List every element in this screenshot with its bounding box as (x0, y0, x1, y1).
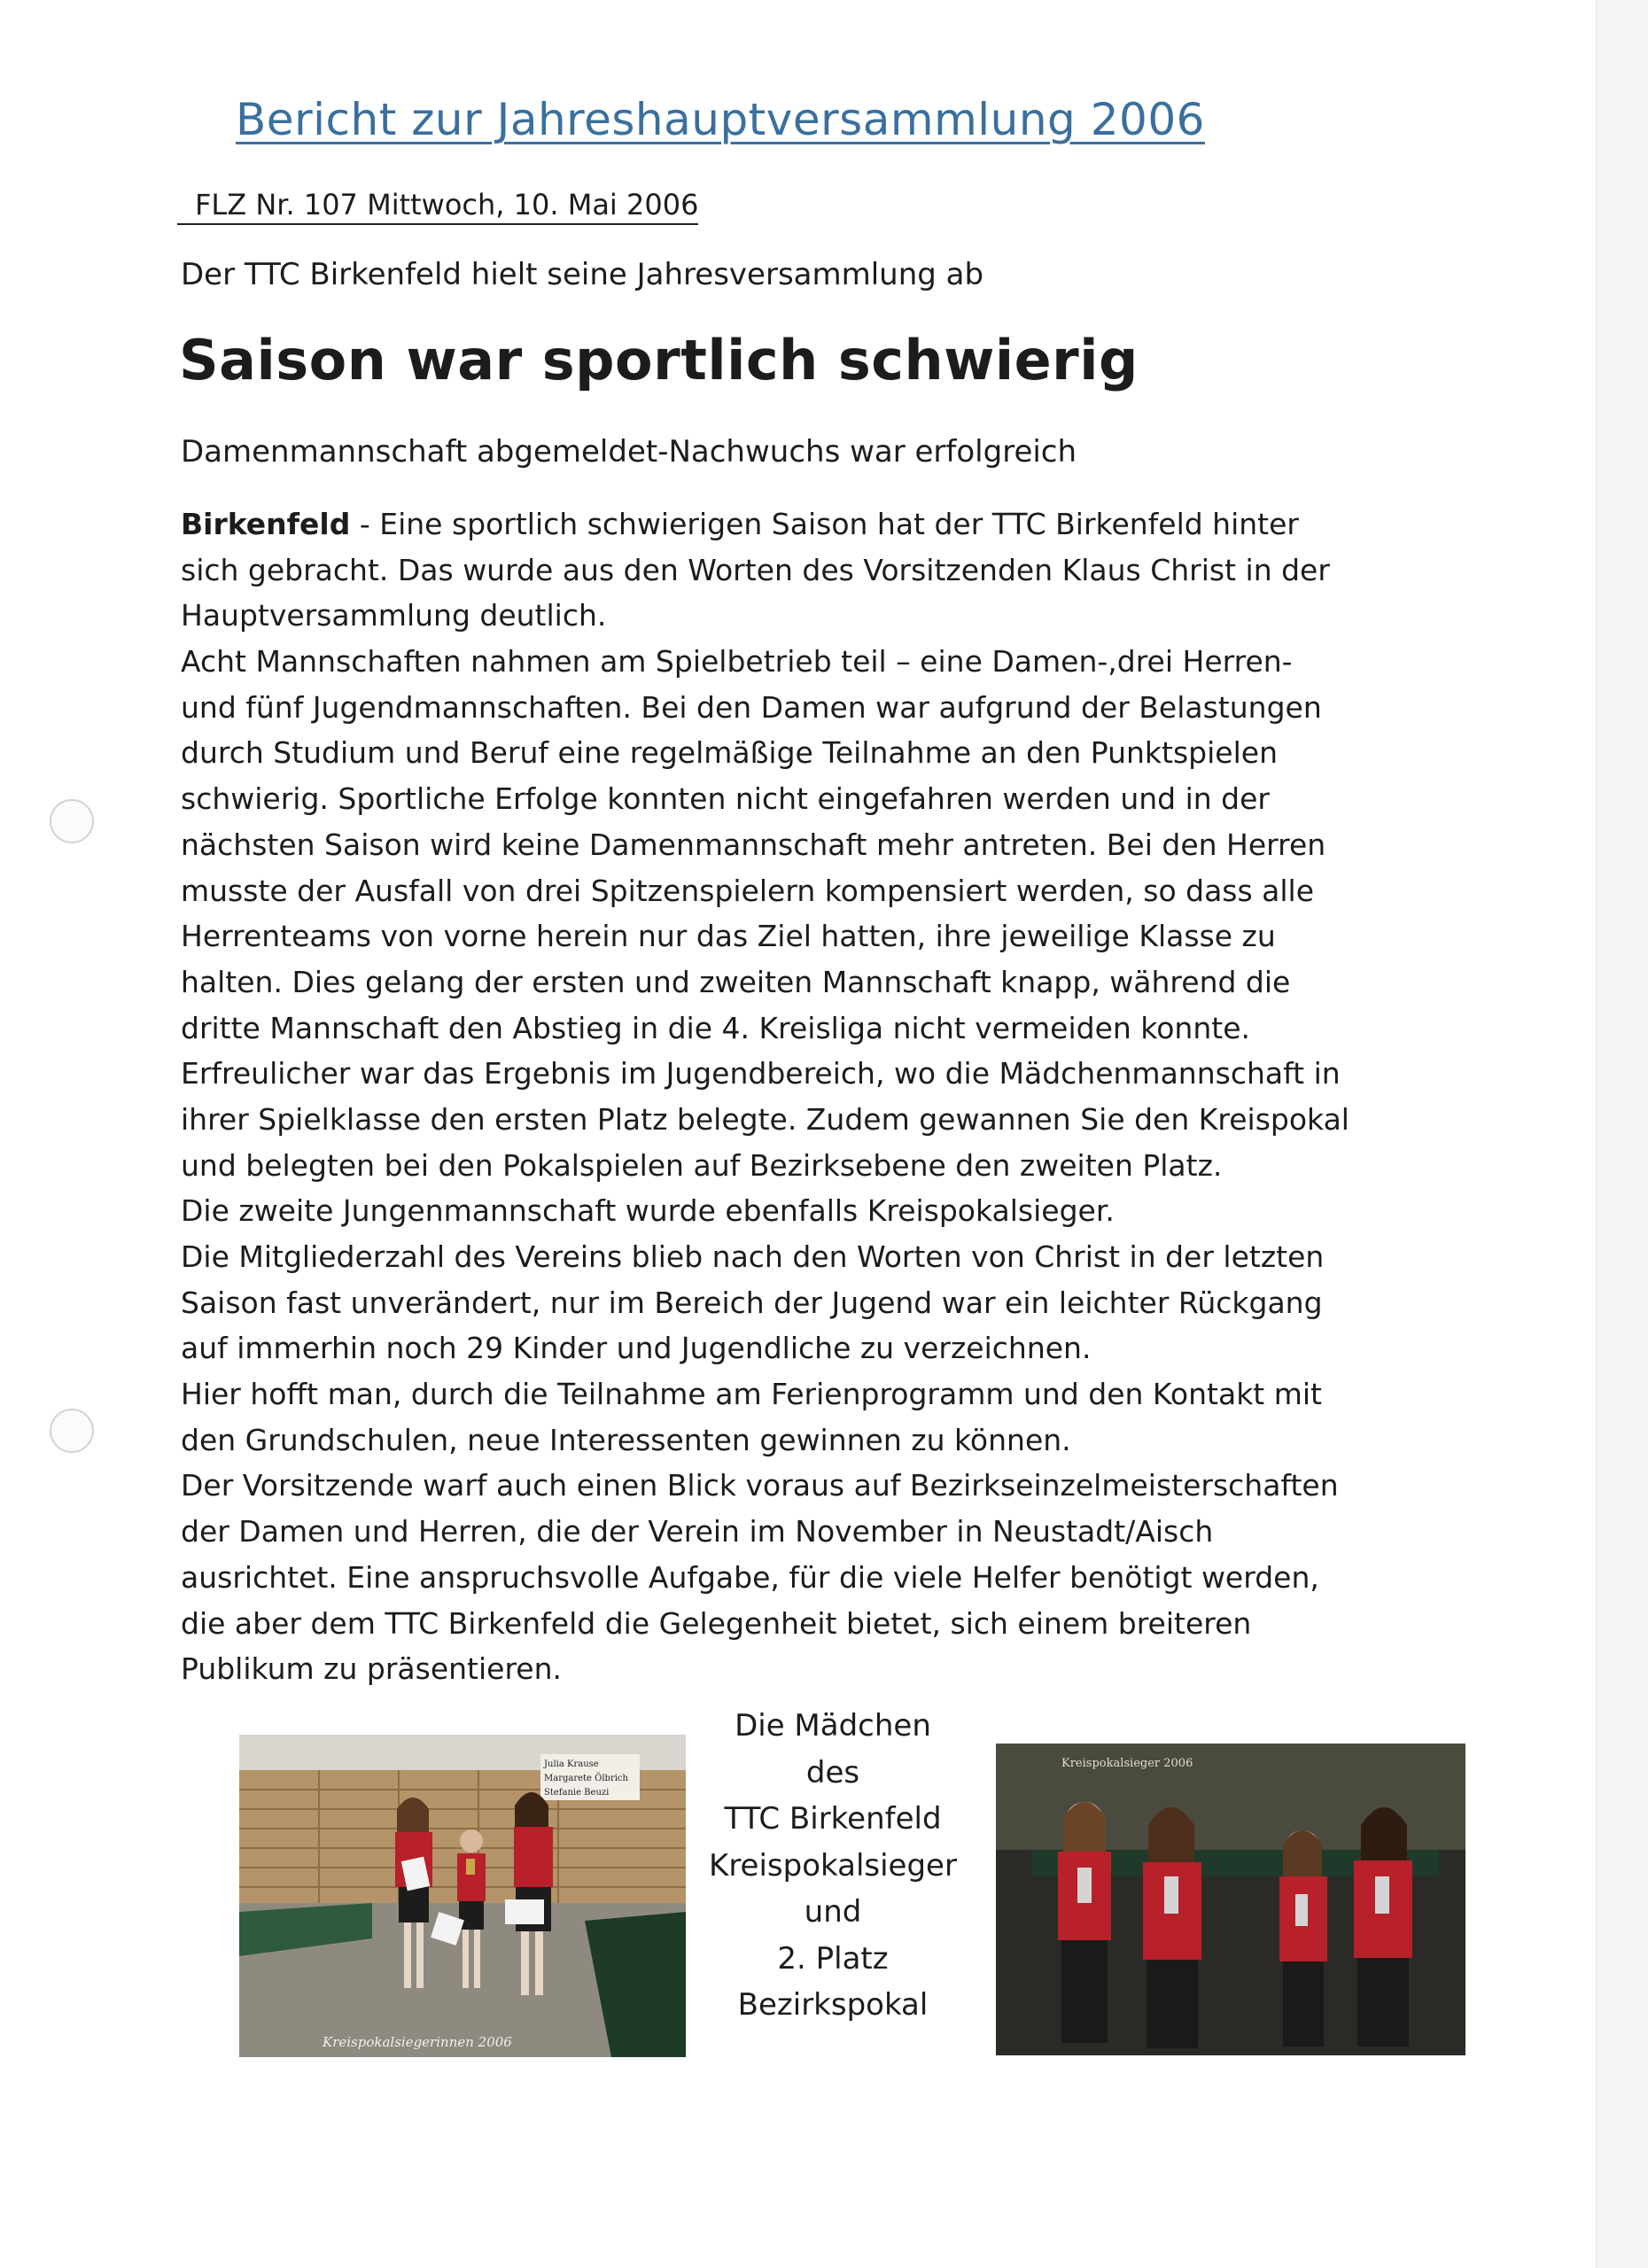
photo-caption (682, 1703, 983, 2029)
article-line: Saison fast unverändert, nur im Bereich der Jugend war ein leichter Rückgang (181, 1285, 1323, 1320)
photo-kreispokal-right (996, 1744, 1465, 2055)
article-line: sich gebracht. Das wurde aus den Worten des Vorsitzenden Klaus Christ in der (181, 552, 1330, 587)
article-line: dritte Mannschaft den Abstieg in die 4. Kreisliga nicht vermeiden konnte. (181, 1010, 1250, 1045)
report-title: Bericht zur Jahreshauptversammlung 2006 (236, 94, 1205, 145)
caption-line: 2. Platz (777, 1940, 889, 1977)
photo-left-name-3: Stefanie Beuzi (544, 1788, 610, 1798)
article-line-text: - Eine sportlich schwierigen Saison hat der TTC Birkenfeld hinter (350, 507, 1299, 541)
photo-right-caption: Kreispokalsieger 2006 (1061, 1757, 1193, 1770)
photo-left-caption: Kreispokalsiegerinnen 2006 (323, 2034, 512, 2050)
kicker: Der TTC Birkenfeld hielt seine Jahresversammlung ab (181, 257, 984, 292)
article-line: durch Studium und Beruf eine regelmäßige Teilnahme an den Punktspielen (181, 735, 1278, 771)
article-line: Publikum zu präsentieren. (181, 1651, 562, 1687)
punch-hole-upper (50, 799, 94, 843)
article-line (181, 501, 1403, 548)
article-line: der Damen und Herren, die der Verein im November in Neustadt/Aisch (181, 1514, 1214, 1550)
article-line: Herrenteams von vorne herein nur das Ziel hatten, ihre jeweilige Klasse zu (181, 919, 1276, 954)
photo-right-illustration (996, 1744, 1465, 2055)
page-edge-shadow (1596, 0, 1648, 2268)
caption-line: des (805, 1754, 860, 1790)
photo-kreispokal-left (239, 1735, 686, 2057)
article-line: den Grundschulen, neue Interessenten gewinnen zu können. (181, 1422, 1071, 1457)
article-line: und fünf Jugendmannschaften. Bei den Damen war aufgrund der Belastungen (181, 689, 1322, 725)
article-body (181, 501, 1403, 1692)
photo-left-name-1: Julia Krause (544, 1759, 599, 1769)
article-line: ihrer Spielklasse den ersten Platz belegte. Zudem gewannen Sie den Kreispokal (181, 1101, 1349, 1137)
caption-line: und (804, 1894, 862, 1930)
article-line: auf immerhin noch 29 Kinder und Jugendliche zu verzeichnen. (181, 1331, 1092, 1366)
article-line: Der Vorsitzende warf auch einen Blick voraus auf Bezirkseinzelmeisterschaften (181, 1468, 1339, 1503)
caption-line: Die Mädchen (735, 1708, 931, 1744)
article-line: ausrichtet. Eine anspruchsvolle Aufgabe, für die viele Helfer benötigt werden, (181, 1559, 1319, 1595)
article-line: halten. Dies gelang der ersten und zweiten Mannschaft knapp, während die (181, 964, 1291, 999)
photo-left-name-2: Margarete Ölbrich (544, 1774, 628, 1783)
article-line: Die zweite Jungenmannschaft wurde ebenfalls Kreispokalsieger. (181, 1193, 1115, 1229)
article-line: schwierig. Sportliche Erfolge konnten nicht eingefahren werden und in der (181, 781, 1270, 817)
caption-line: Bezirkspokal (737, 1987, 929, 2023)
dateline: Birkenfeld (181, 507, 351, 541)
article-line: Hauptversammlung deutlich. (181, 598, 607, 633)
subhead: Damenmannschaft abgemeldet-Nachwuchs war erfolgreich (181, 434, 1077, 470)
article-line: nächsten Saison wird keine Damenmannschaft mehr antreten. Bei den Herren (181, 827, 1326, 862)
photo-left-illustration (239, 1735, 686, 2057)
article-line: musste der Ausfall von drei Spitzenspielern kompensiert werden, so dass alle (181, 873, 1315, 908)
publication-line: FLZ Nr. 107 Mittwoch, 10. Mai 2006 (177, 188, 698, 225)
article-line: Hier hofft man, durch die Teilnahme am Ferienprogramm und den Kontakt mit (181, 1377, 1322, 1412)
article-line: Acht Mannschaften nahmen am Spielbetrieb teil – eine Damen-,drei Herren- (181, 644, 1293, 680)
caption-line: TTC Birkenfeld (724, 1801, 942, 1837)
punch-hole-lower (50, 1409, 94, 1453)
headline: Saison war sportlich schwierig (179, 328, 1139, 392)
article-line: Erfreulicher war das Ergebnis im Jugendbereich, wo die Mädchenmannschaft in (181, 1056, 1341, 1091)
caption-line: Kreispokalsieger (709, 1847, 957, 1884)
article-line: die aber dem TTC Birkenfeld die Gelegenheit bietet, sich einem breiteren (181, 1605, 1252, 1641)
article-line: Die Mitgliederzahl des Vereins blieb nach den Worten von Christ in der letzten (181, 1239, 1325, 1274)
article-line: und belegten bei den Pokalspielen auf Bezirksebene den zweiten Platz. (181, 1147, 1223, 1183)
